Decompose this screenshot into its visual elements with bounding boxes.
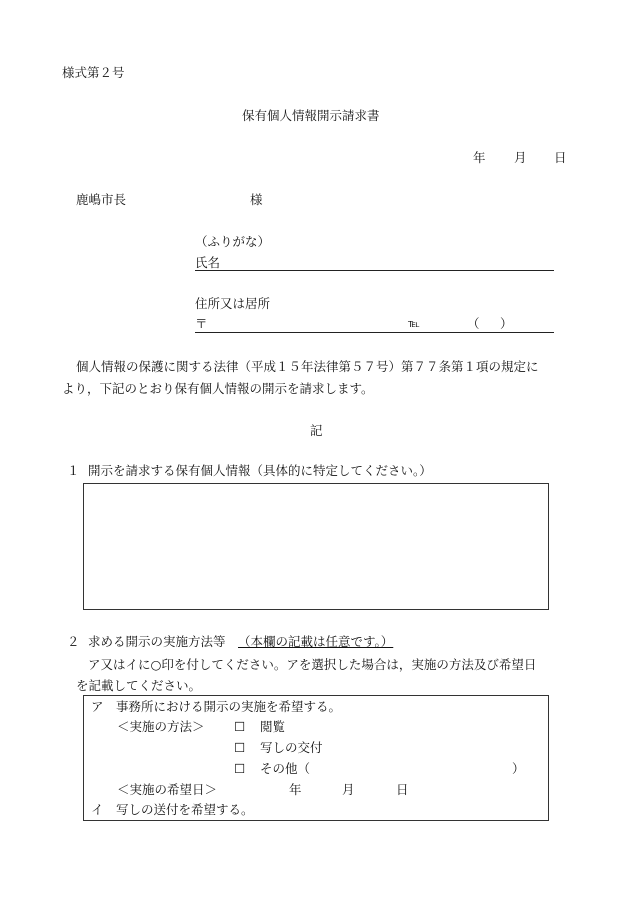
address-label: 住所又は居所 <box>195 296 271 311</box>
tel-mark: ℡ <box>408 317 420 330</box>
method-copy-delivery: 写しの交付 <box>260 740 323 755</box>
date-day-label: 日 <box>554 150 567 165</box>
date-month-label: 月 <box>514 150 527 165</box>
section-2-instruction-2: を記載してください。 <box>76 678 202 693</box>
date-year-label: 年 <box>473 150 486 165</box>
checkbox-viewing[interactable]: ☐ <box>234 719 246 734</box>
method-label: ＜実施の方法＞ <box>117 719 205 734</box>
desired-date-label: ＜実施の希望日＞ <box>117 782 218 797</box>
section-2-instruction-1: ア又はイに○印を付してください。アを選択した場合は，実施の方法及び希望日 <box>88 657 537 672</box>
option-a-text[interactable]: ア 事務所における開示の実施を希望する。 <box>91 699 342 714</box>
desired-date-month: 月 <box>342 782 355 797</box>
section-2-heading: 求める開示の実施方法等 <box>88 634 226 649</box>
furigana-label: （ふりがな） <box>195 234 271 249</box>
option-i-text[interactable]: イ 写しの送付を希望する。 <box>91 802 254 817</box>
name-label: 氏名 <box>195 255 221 270</box>
section-1-number: １ <box>67 463 80 478</box>
personal-info-textbox[interactable] <box>83 483 549 610</box>
section-2-number: ２ <box>67 634 80 649</box>
intro-line-2: より，下記のとおり保有個人情報の開示を請求します。 <box>62 381 374 396</box>
ki-heading: 記 <box>310 423 323 438</box>
checkbox-copy-delivery[interactable]: ☐ <box>234 740 246 755</box>
form-number: 様式第２号 <box>62 65 125 80</box>
desired-date-year: 年 <box>289 782 302 797</box>
desired-date-day: 日 <box>396 782 409 797</box>
method-other-close: ） <box>512 761 525 776</box>
section-1-heading: 開示を請求する保有個人情報（具体的に特定してください。） <box>88 463 432 478</box>
tel-close-paren: ） <box>500 316 513 331</box>
section-2-note: （本欄の記載は任意です。） <box>238 634 394 649</box>
address-field[interactable] <box>195 332 554 333</box>
intro-line-1: 個人情報の保護に関する法律（平成１５年法律第５７号）第７７条第１項の規定に <box>76 359 539 374</box>
checkbox-other[interactable]: ☐ <box>234 761 246 776</box>
addressee-honorific: 様 <box>250 192 263 207</box>
tel-open-paren: （ <box>467 316 480 331</box>
disclosure-method-box <box>83 695 549 821</box>
method-other: その他（ <box>260 761 311 776</box>
page-title: 保有個人情報開示請求書 <box>242 108 380 123</box>
addressee-name: 鹿嶋市長 <box>76 192 127 207</box>
postal-mark: 〒 <box>195 316 208 331</box>
method-viewing: 閲覧 <box>260 719 286 734</box>
name-field[interactable] <box>195 270 554 271</box>
